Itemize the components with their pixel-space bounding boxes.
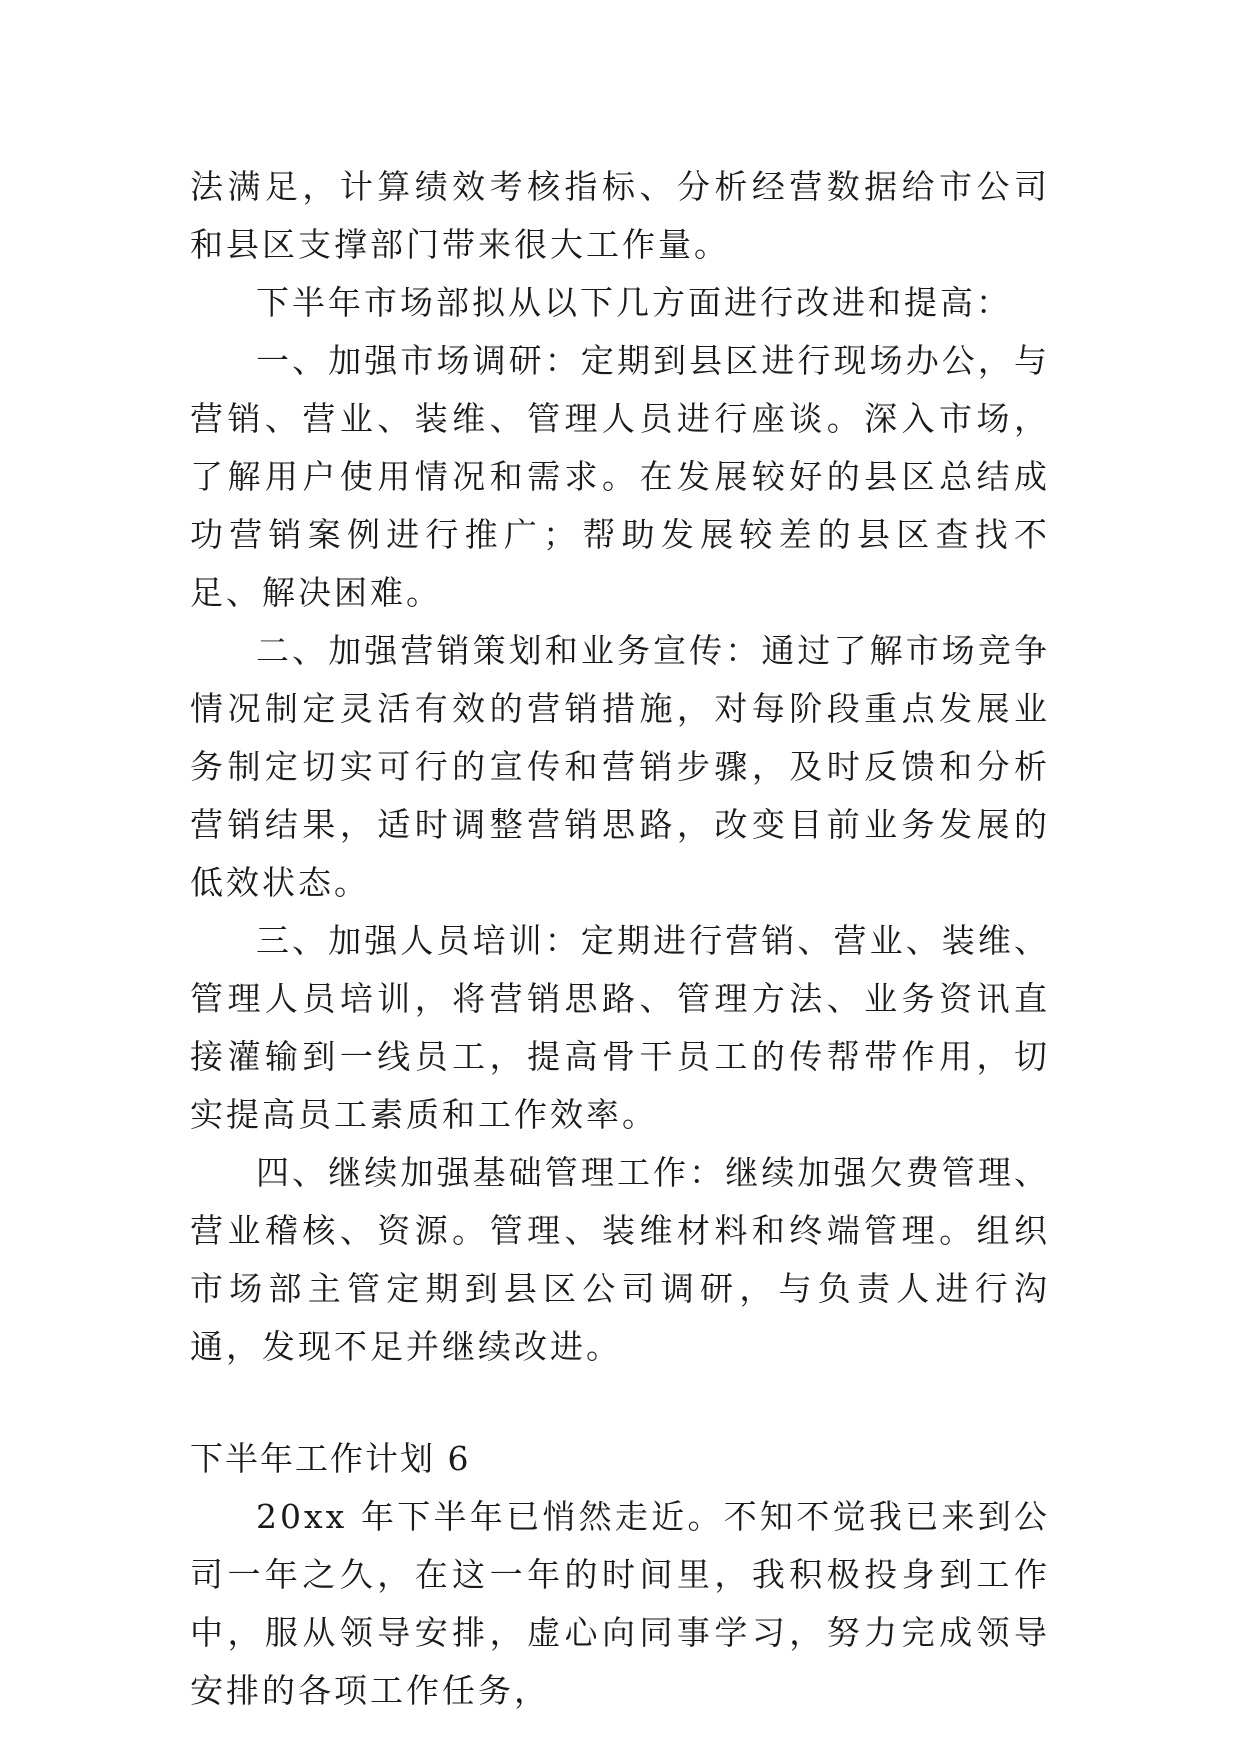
paragraph-item-1: 一、加强市场调研：定期到县区进行现场办公，与营销、营业、装维、管理人员进行座谈。深入市场，了解用户使用情况和需求。在发展较好的县区总结成功营销案例进行推广；帮助发展较差的县区查找不足、解决困难。 (190, 341, 1050, 612)
document-body (190, 158, 1050, 1720)
paragraph-item-3: 三、加强人员培训：定期进行营销、营业、装维、管理人员培训，将营销思路、管理方法、业务资讯直接灌输到一线员工，提高骨干员工的传帮带作用，切实提高员工素质和工作效率。 (190, 921, 1050, 1134)
paragraph-intro: 下半年市场部拟从以下几方面进行改进和提高： (256, 283, 1012, 322)
paragraph-continuation: 法满足，计算绩效考核指标、分析经营数据给市公司和县区支撑部门带来很大工作量。 (190, 167, 1050, 264)
section-heading: 下半年工作计划 6 (190, 1439, 471, 1478)
paragraph-item-4: 四、继续加强基础管理工作：继续加强欠费管理、营业稽核、资源。管理、装维材料和终端管理。组织市场部主管定期到县区公司调研，与负责人进行沟通，发现不足并继续改进。 (190, 1153, 1050, 1366)
paragraph-item-2: 二、加强营销策划和业务宣传：通过了解市场竞争情况制定灵活有效的营销措施，对每阶段重点发展业务制定切实可行的宣传和营销步骤，及时反馈和分析营销结果，适时调整营销思路，改变目前业务发展的低效状态。 (190, 631, 1050, 902)
section-paragraph: 20xx 年下半年已悄然走近。不知不觉我已来到公司一年之久，在这一年的时间里，我积极投身到工作中，服从领导安排，虚心向同事学习，努力完成领导安排的各项工作任务， (190, 1497, 1050, 1710)
